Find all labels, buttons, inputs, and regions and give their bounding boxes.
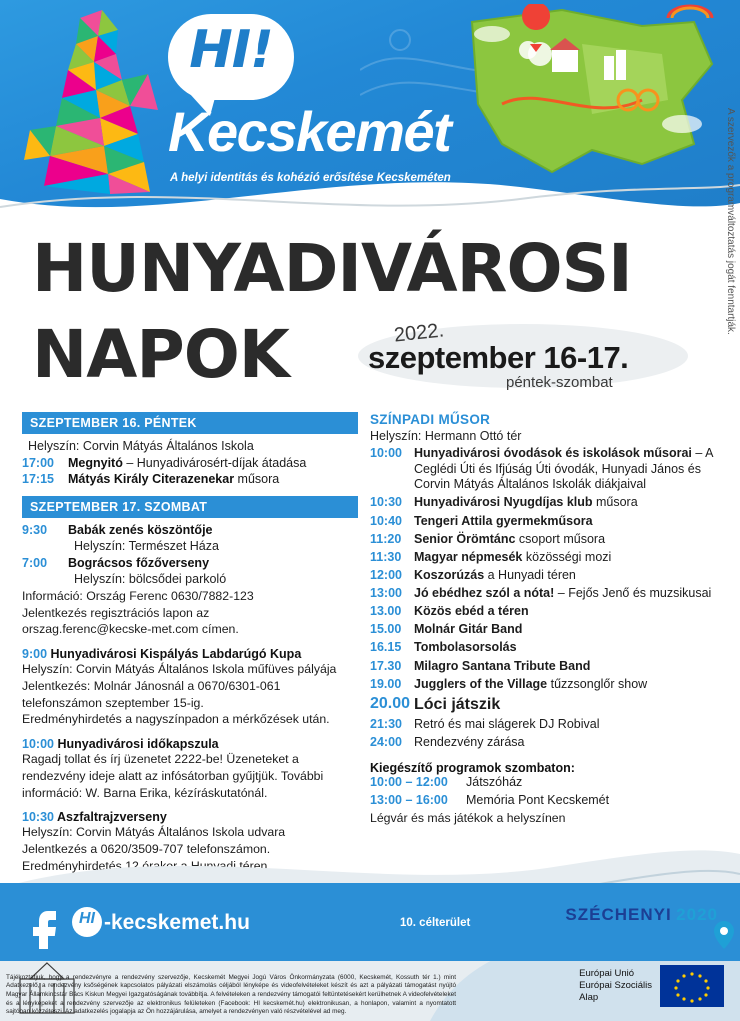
stage-row: [370, 677, 716, 693]
brand-subtitle: A helyi identitás és kohézió erősítése Kecskeméten: [170, 172, 451, 184]
row-text: [414, 495, 716, 511]
disclaimer-vertical: A szervezők a programváltoztatás jogát fenntartják.: [725, 108, 736, 335]
row-text: [68, 472, 358, 486]
brand-title: Kecskemét: [168, 100, 451, 163]
row-rest: a Hunyadi téren: [484, 567, 576, 582]
row-title: Mátyás Király Citerazenekar: [68, 472, 235, 486]
row-text: [68, 523, 358, 537]
row-title: Hunyadivárosi Nyugdíjas klub: [414, 495, 593, 510]
stage-row: [370, 735, 716, 751]
date-block: [358, 318, 688, 394]
extra-note: Légvár és más játékok a helyszínen: [370, 811, 566, 826]
program-left-column: [22, 412, 358, 875]
row-time: 17.30: [370, 658, 402, 673]
city-map-illustration: [432, 4, 732, 189]
extra-row: [370, 793, 716, 809]
stage-row: [370, 640, 716, 656]
row-title: Tombolasorsolás: [414, 640, 517, 655]
friday-place: Helyszín: Corvin Mátyás Általános Iskola: [28, 439, 254, 453]
row-text: Rendezvény zárása: [414, 735, 525, 750]
program-right-column: [370, 412, 716, 827]
row-title: Lóci játszik: [414, 695, 501, 713]
stage-row: [370, 586, 716, 602]
row-time: 15.00: [370, 622, 402, 637]
row-rest: műsora: [234, 472, 280, 486]
stage-row: [370, 659, 716, 675]
block-time: 9:00: [22, 647, 48, 662]
program-row: [22, 456, 358, 470]
row-text: [414, 677, 716, 693]
block-line: Eredményhirdetés 12 órakor a Hunyadi téren.: [22, 858, 271, 873]
block-line: Jelentkezés a 0620/3509-707 telefonszámon.: [22, 842, 271, 857]
row-title: Jugglers of the Village: [414, 676, 548, 691]
day-bar-saturday: SZEPTEMBER 17. SZOMBAT: [22, 496, 358, 518]
date-days: péntek-szombat: [506, 374, 613, 391]
row-time: 13.00: [370, 604, 402, 619]
facebook-icon[interactable]: [26, 903, 62, 949]
row-text: [414, 659, 716, 675]
stage-row: [370, 717, 716, 733]
legal-text: Tájékoztatjuk, hogy a rendezvényre a rendezvény szervezője, Kecskemét Megyei Jogú Város Önkormányzata (6000, Kecskemét, Kossuth tér 1.) mint Adatkezelő, a rendezvény ksőségének kapcsolatos pályázati elszámolás céljából lényképe és videofelvételeket készít és azt a pályázati támogatást nyújtó Magyar Államkincstár Bács Kiskun Megyei Igazgatóságának továbbítja. A felvételeken a rendezvény támogatói feltüntetésekért kerülhetnek A videofelvételeket és a lényképeket a rendezvény szervezője az elektronikus felületeken (Facebook: HI kecskemét.hu) elektronikusan, a honlapon, valamint a nyomtatott sajtóban közzéteszi. Az adatkezelés jogalapja az Ön hozzájárulása, amelyet a rendezvényen való részvételével ad meg.: [6, 973, 456, 1016]
row-text: [414, 446, 716, 493]
row-title: Közös ebéd a téren: [414, 604, 529, 619]
row-time: 10:30: [370, 495, 402, 510]
stage-row: [370, 568, 716, 584]
stage-row: [370, 495, 716, 511]
website-label[interactable]: -kecskemet.hu: [104, 911, 250, 934]
stage-row: [370, 604, 716, 620]
block-line: Eredményhirdetés a nagyszínpadon a mérkőzések után.: [22, 712, 330, 727]
poster-title-line2: NAPOK: [32, 316, 289, 393]
extra-row: [370, 775, 716, 791]
row-rest: műsora: [592, 495, 638, 510]
row-rest: közösségi mozi: [522, 549, 612, 564]
row-rest: csoport műsora: [515, 531, 606, 546]
row-time: 10:40: [370, 513, 402, 528]
row-title: Milagro Santana Tribute Band: [414, 658, 591, 673]
row-title: Jó ebédhez szól a nóta!: [414, 586, 555, 600]
day-bar-friday: SZEPTEMBER 16. PÉNTEK: [22, 412, 358, 434]
poster-title-line1: HUNYADIVÁROSI: [32, 230, 632, 307]
celterulet-label: 10. célterület: [400, 917, 471, 929]
row-time: 11:30: [370, 549, 402, 564]
date-year: 2022.: [392, 319, 446, 347]
row-text: [414, 532, 716, 548]
block-head: [22, 810, 358, 824]
row-time: 17:00: [22, 456, 54, 470]
row-time: 10:00 – 12:00: [370, 775, 448, 789]
row-time: 24:00: [370, 735, 402, 750]
row-text: [68, 556, 358, 570]
row-time: 17:15: [22, 472, 54, 486]
row-title: Koszorúzás: [414, 567, 485, 582]
row-time: 7:00: [22, 556, 48, 570]
eu-line-3: Alap: [579, 991, 599, 1003]
stage-place: Helyszín: Hermann Ottó tér: [370, 429, 522, 443]
stage-row: [370, 514, 716, 530]
block-time: 10:00: [22, 737, 54, 752]
stage-row: [370, 446, 716, 493]
row-rest: – Hunyadivárosért-díjak átadása: [122, 456, 307, 470]
row-text: [414, 622, 716, 638]
hi-speech-bubble: [168, 14, 294, 100]
row-title: Magyar népmesék: [414, 549, 523, 564]
block-line: telefonszámon szeptember 15-ig.: [22, 695, 204, 710]
saturday-info-3: orszag.ferenc@kecske-met.com címen.: [22, 622, 239, 637]
row-title: Hunyadivárosi óvodások és iskolások műsorai: [414, 446, 692, 460]
header-wave: [0, 173, 740, 215]
row-title: Senior Örömtánc: [414, 531, 516, 546]
program-row: [22, 472, 358, 486]
block-head: [22, 737, 358, 751]
hi-badge-text: HI: [79, 910, 95, 927]
row-rest: – A Ceglédi Úti és Ifjúság Úti óvodák, Hunyadi János és Corvin Mátyás Általános Iskolák diákjaival: [414, 446, 713, 492]
block-title: Hunyadivárosi időkapszula: [57, 737, 219, 752]
block-line: Helyszín: Corvin Mátyás Általános Iskola műfüves pályája: [22, 662, 337, 677]
horse-logo-icon: [18, 10, 178, 195]
hi-bubble-text: HI!: [189, 20, 273, 80]
row-place: Helyszín: bölcsődei parkoló: [74, 572, 227, 586]
row-time: 16.15: [370, 640, 402, 655]
row-time: 21:30: [370, 717, 402, 732]
row-time: 19.00: [370, 676, 402, 691]
hi-badge-icon: [72, 907, 102, 937]
block-line: Helyszín: Corvin Mátyás Általános Iskola udvara: [22, 825, 286, 840]
row-text: [414, 514, 716, 530]
szechenyi-year: 2020: [676, 905, 718, 924]
eu-flag-icon: [660, 965, 724, 1007]
row-title: Tengeri Attila gyermekműsora: [414, 513, 593, 528]
block-line: rendezvény ideje alatt az infósátorban gyűjtjük. További: [22, 768, 324, 783]
block-head: [22, 647, 358, 661]
block-line: Jelentkezés: Molnár Jánosnál a 0670/6301-061: [22, 678, 281, 693]
stage-row: [370, 532, 716, 548]
row-text: [414, 640, 716, 656]
block-line: információ: W. Barna Erika, kézíráskutatónál.: [22, 785, 268, 800]
szechenyi-text: SZÉCHENYI: [565, 905, 672, 924]
stage-program-title: SZÍNPADI MŰSOR: [370, 412, 491, 427]
poster-header: [0, 0, 740, 215]
row-time: 12:00: [370, 567, 402, 582]
row-time: 20.00: [370, 694, 411, 712]
block-time: 10:30: [22, 810, 54, 825]
row-time: 11:20: [370, 531, 402, 546]
eu-text: [579, 968, 652, 1004]
row-text: [414, 604, 716, 620]
saturday-info-2: Jelentkezés regisztrációs lapon az: [22, 605, 210, 620]
szechenyi-logo: [565, 905, 718, 925]
stage-row: [370, 622, 716, 638]
row-title: Megnyitó: [68, 456, 123, 470]
row-place: Helyszín: Természet Háza: [74, 539, 219, 553]
extra-programs-title: Kiegészítő programok szombaton:: [370, 761, 575, 775]
block-title: Aszfaltrajzverseny: [57, 810, 167, 825]
stage-row: [370, 550, 716, 566]
row-time: 10:00: [370, 446, 402, 460]
eu-line-1: Európai Unió: [579, 968, 635, 980]
row-title: Molnár Gitár Band: [414, 622, 523, 637]
row-text: [414, 550, 716, 566]
block-title: Hunyadivárosi Kispályás Labdarúgó Kupa: [50, 647, 302, 662]
row-text: [68, 456, 358, 470]
saturday-info-1: Információ: Ország Ferenc 0630/7882-123: [22, 589, 254, 603]
row-rest: tűzzsonglőr show: [547, 676, 648, 691]
eu-logo-block: [579, 965, 724, 1007]
map-pin-icon: [714, 921, 734, 949]
block-line: Ragadj tollat és írj üzenetet 2222-be! Üzeneteket a: [22, 752, 299, 767]
date-main: szeptember 16-17.: [368, 340, 629, 375]
row-text: [414, 586, 716, 602]
row-text: Memória Pont Kecskemét: [466, 793, 610, 808]
eu-line-2: Európai Szociális: [579, 980, 652, 992]
program-row: [22, 556, 358, 570]
row-title: Babák zenés köszöntője: [68, 523, 213, 537]
row-text: Játszóház: [466, 775, 523, 789]
row-rest: – Fejős Jenő és muzsikusai: [554, 586, 712, 600]
row-time: 9:30: [22, 523, 48, 537]
row-time: 13:00 – 16:00: [370, 793, 448, 808]
program-row: [22, 523, 358, 537]
row-text: Retró és mai slágerek DJ Robival: [414, 717, 600, 732]
eu-stars-icon: [660, 965, 724, 1007]
row-time: 13:00: [370, 586, 402, 600]
stage-row-highlight: [370, 695, 716, 715]
row-title: Bográcsos főzőverseny: [68, 556, 210, 570]
row-text: [414, 568, 716, 584]
